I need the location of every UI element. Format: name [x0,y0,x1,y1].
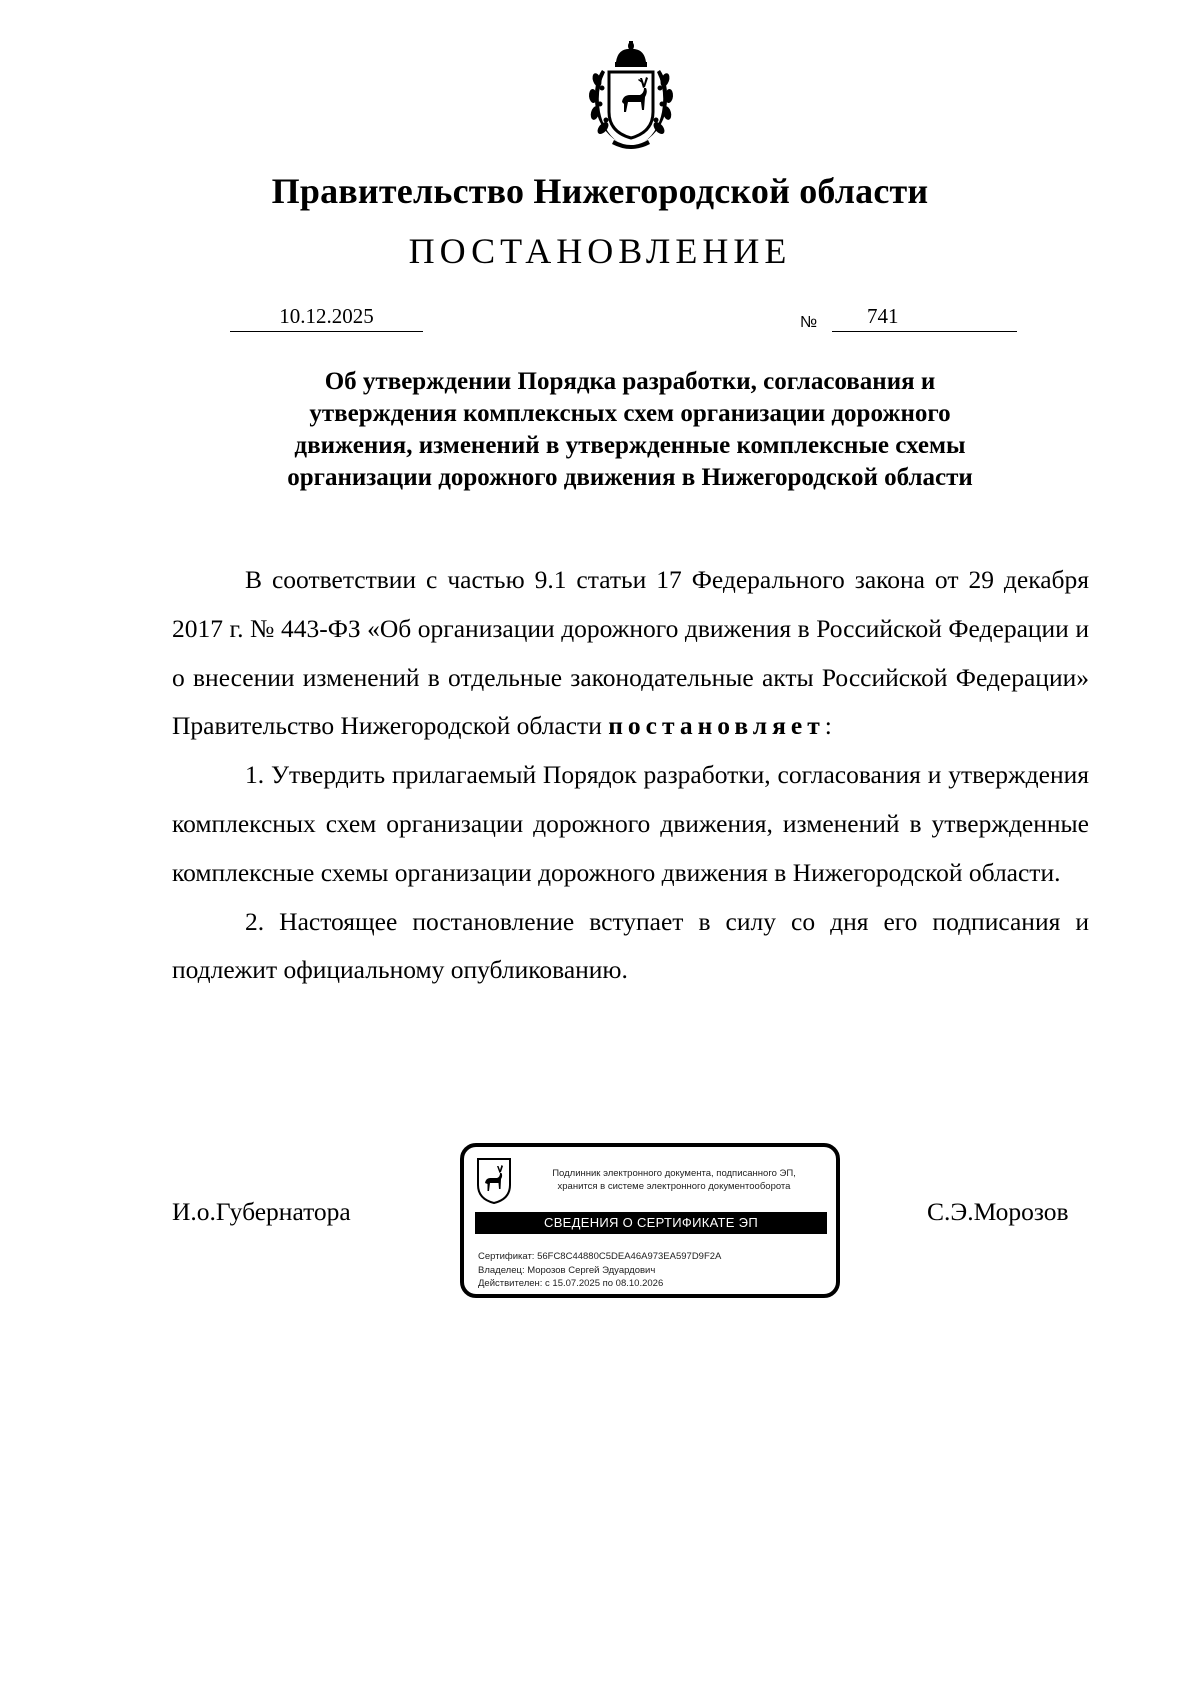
document-number-field [832,304,1017,332]
document-body [172,556,1089,995]
certificate-header: СВЕДЕНИЯ О СЕРТИФИКАТЕ ЭП [475,1212,827,1234]
item-paragraph-1: 1. Утвердить прилагаемый Порядок разработки, согласования и утверждения комплексных схем организации дорожного движения, изменений в утвержденные комплексные схемы организации дорожного движения в Нижегородской области. [172,760,1089,887]
item-paragraph-2: 2. Настоящее постановление вступает в силу со дня его подписания и подлежит официальному опубликованию. [172,906,1089,985]
certificate-note-line: Подлинник электронного документа, подписанного ЭП, [552,1168,796,1179]
preamble-paragraph [172,556,1089,751]
document-subject [230,366,1030,494]
subject-line: движения, изменений в утвержденные комплексные схемы [294,432,966,459]
preamble-text: В соответствии с частью 9.1 статьи 17 Федерального закона от 29 декабря 2017 г. № 443-ФЗ «Об организации дорожного движения в Российской Федерации и о внесении изменений в отдельные законодательные акты Российской Федерации» Правительство Нижегородской области [172,565,1089,741]
document-number: 741 [867,304,899,328]
subject-line: утверждения комплексных схем организации дорожного [309,400,951,427]
signer-name: С.Э.Морозов [927,1197,1069,1226]
certificate-note-line: хранится в системе электронного документооборота [557,1181,791,1192]
deer-shield-icon [476,1157,512,1204]
certificate-note [519,1167,829,1193]
certificate-details [478,1250,721,1291]
document-type: ПОСТАНОВЛЕНИЕ [408,231,792,271]
signer-position: И.о.Губернатора [172,1197,351,1226]
number-sign: № [800,314,818,331]
resolves-word: постановляет [608,711,825,741]
resolves-colon: : [824,711,832,741]
government-title: Правительство Нижегородской области [271,171,929,211]
certificate-validity: Действителен: с 15.07.2025 по 08.10.2026 [478,1278,664,1289]
certificate-owner: Владелец: Морозов Сергей Эдуардович [478,1264,656,1276]
certificate-id: Сертификат: 56FC8C44880C5DEA46A973EA597D9F2A [478,1251,722,1262]
coat-of-arms-icon [578,40,684,150]
subject-line: организации дорожного движения в Нижегородской области [287,464,973,491]
subject-line: Об утверждении Порядка разработки, согласования и [324,368,936,395]
document-date: 10.12.2025 [230,304,423,332]
electronic-signature-stamp [460,1143,840,1298]
